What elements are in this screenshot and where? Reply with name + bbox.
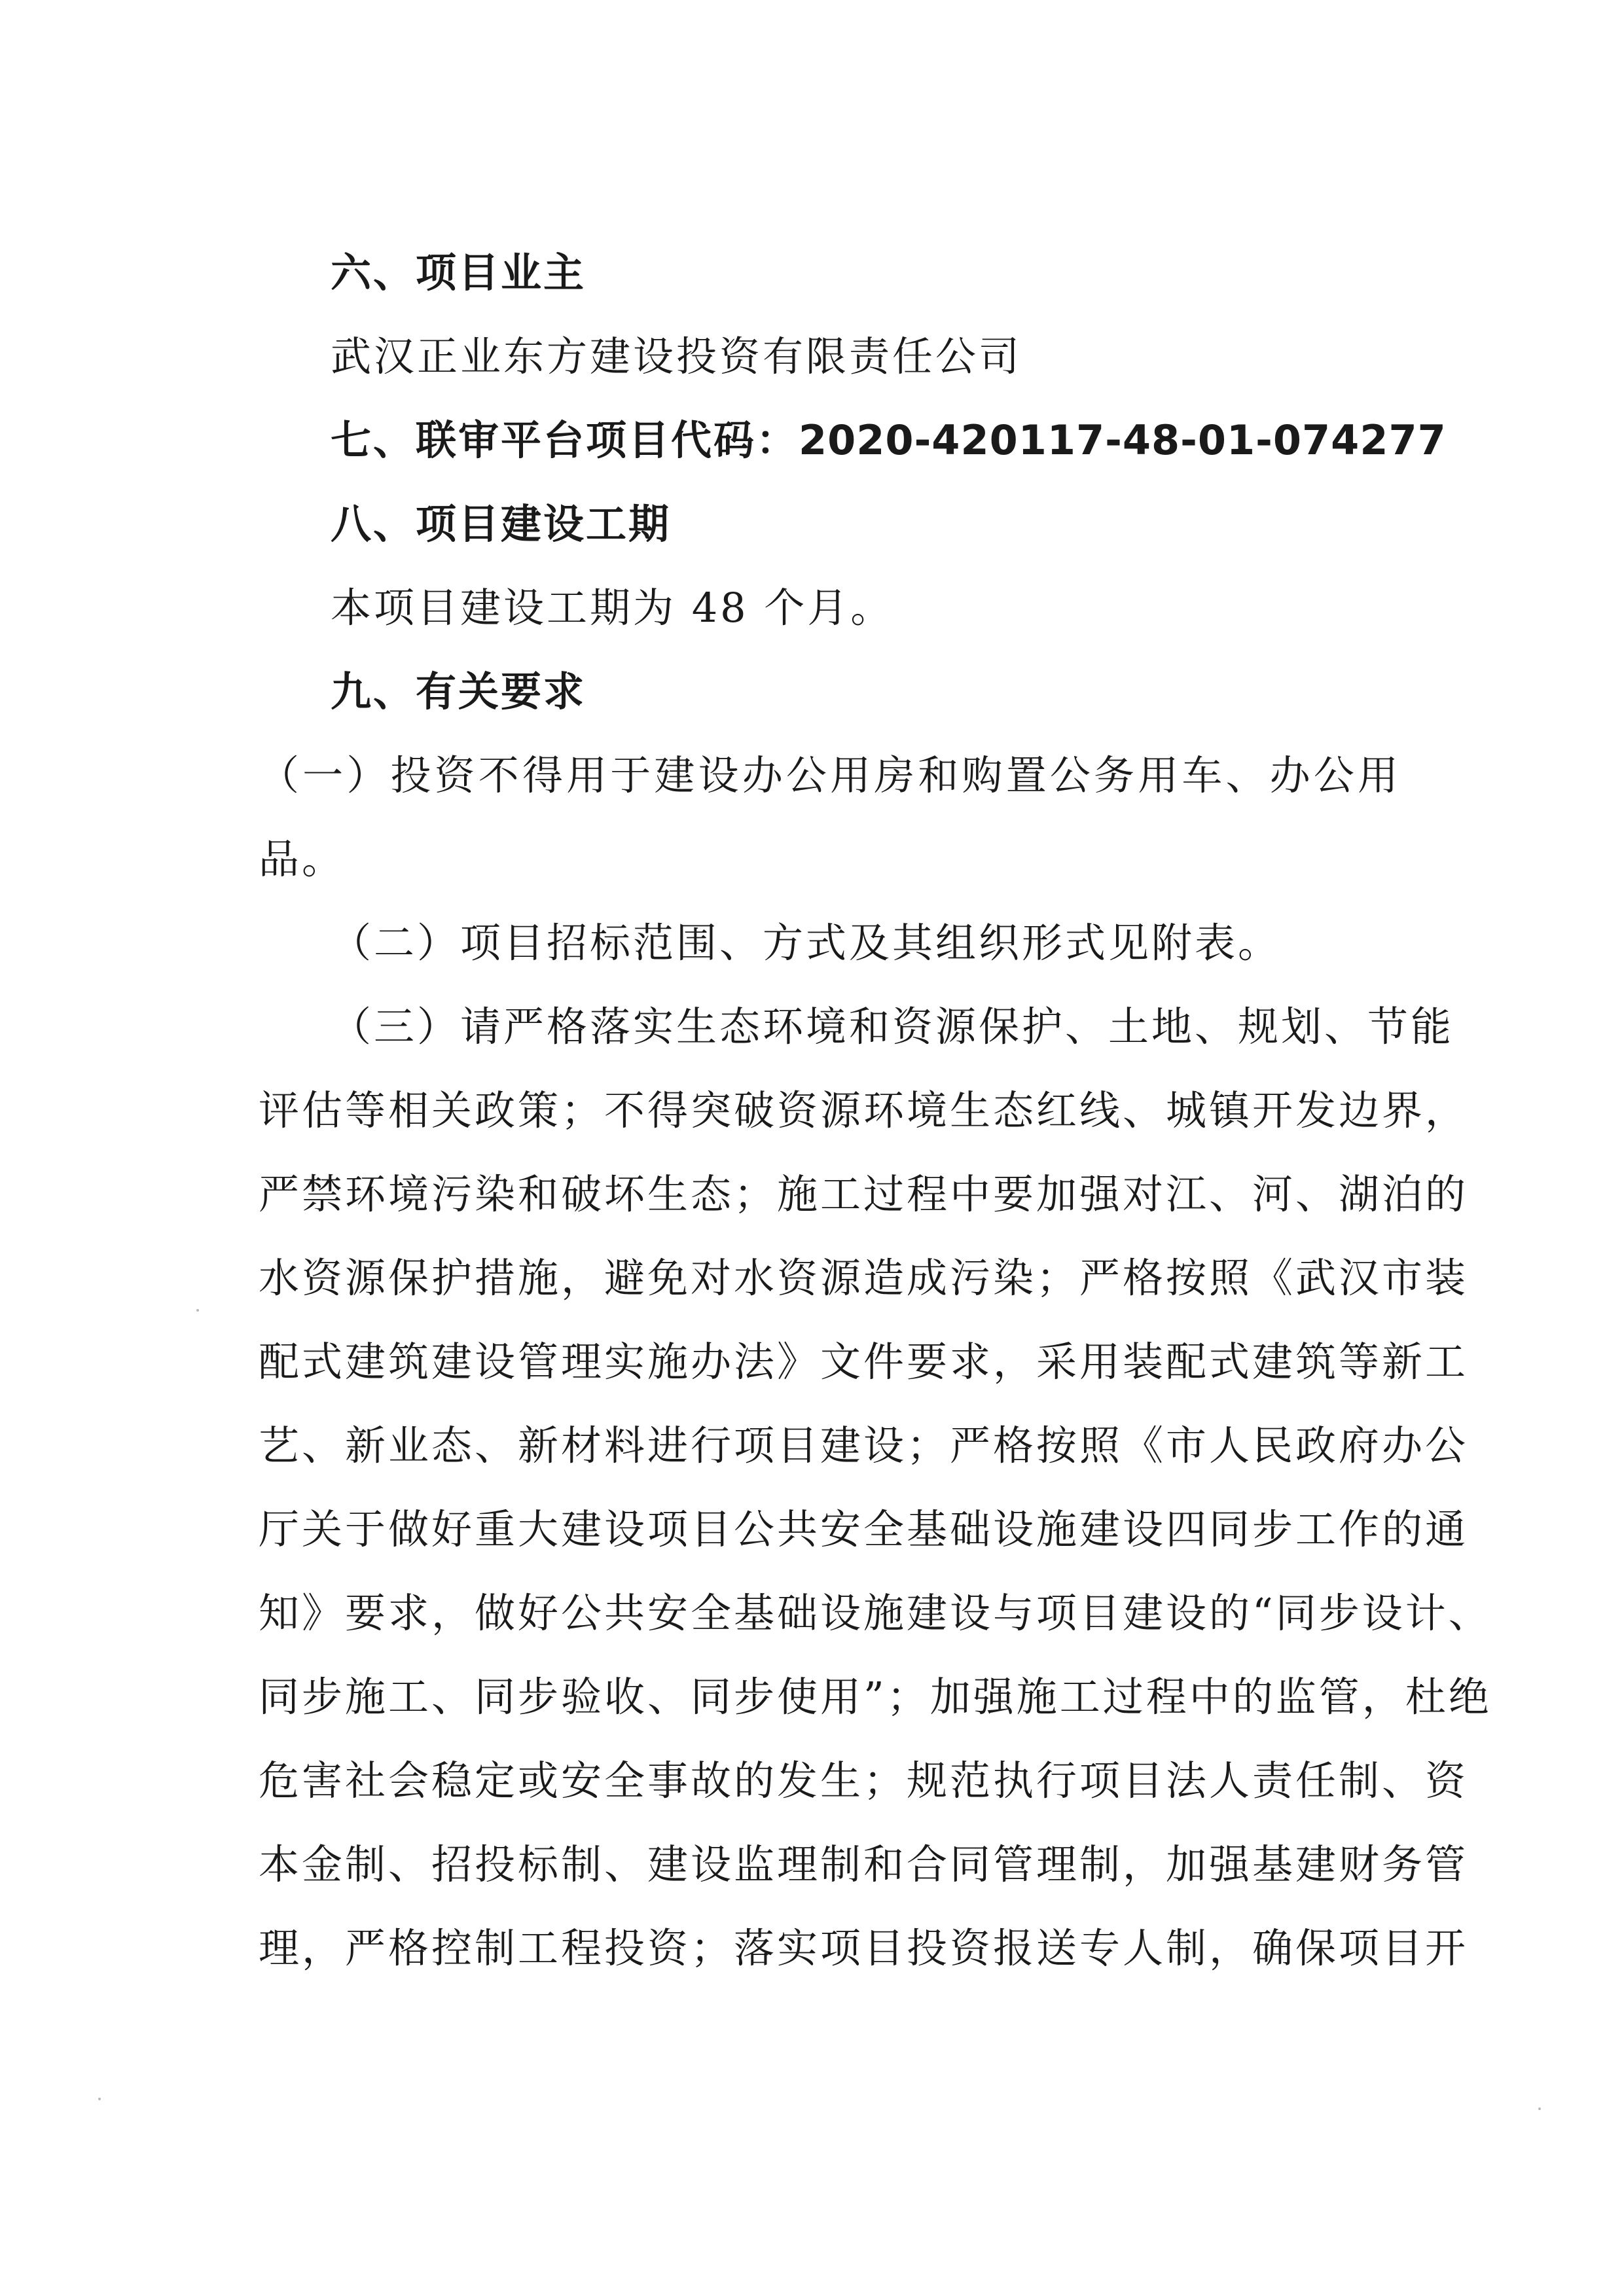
requirement-3-line: 严禁环境污染和破坏生态；施工过程中要加强对江、河、湖泊的	[259, 1170, 1469, 1218]
requirement-1-line: 品。	[259, 835, 346, 883]
requirement-3-line: 艺、新业态、新材料进行项目建设；严格按照《市人民政府办公	[259, 1422, 1469, 1469]
requirement-3-line: 水资源保护措施，避免对水资源造成污染；严格按照《武汉市装	[259, 1254, 1469, 1302]
requirement-3-line: 本金制、招投标制、建设监理制和合同管理制，加强基建财务管	[259, 1840, 1469, 1888]
requirement-3-line: 危害社会稳定或安全事故的发生；规范执行项目法人责任制、资	[259, 1757, 1469, 1804]
project-owner-name: 武汉正业东方建设投资有限责任公司	[331, 332, 1022, 380]
requirement-2-line: （二）项目招标范围、方式及其组织形式见附表。	[331, 919, 1282, 967]
section-six-heading: 六、项目业主	[331, 249, 586, 296]
section-eight-heading: 八、项目建设工期	[331, 500, 672, 548]
requirement-3-line: 厅关于做好重大建设项目公共安全基础设施建设四同步工作的通	[259, 1505, 1469, 1553]
requirement-3-line: 配式建筑建设管理实施办法》文件要求，采用装配式建筑等新工	[259, 1338, 1469, 1386]
project-code: 2020-420117-48-01-074277	[799, 416, 1447, 464]
construction-period-text: 本项目建设工期为 48 个月。	[331, 584, 894, 632]
requirement-3-line: 评估等相关政策；不得突破资源环境生态红线、城镇开发边界，	[259, 1086, 1469, 1134]
section-seven-label: 七、联审平台项目代码：	[331, 416, 799, 464]
section-nine-heading: 九、有关要求	[331, 668, 586, 715]
scan-speck	[196, 1309, 199, 1312]
section-seven-heading	[331, 404, 1447, 476]
requirement-3-line: 同步施工、同步验收、同步使用”；加强施工过程中的监管，杜绝	[259, 1673, 1492, 1721]
scan-speck	[98, 2098, 101, 2100]
requirement-3-line: （三）请严格落实生态环境和资源保护、土地、规划、节能	[331, 1003, 1454, 1050]
scan-speck	[1538, 2107, 1541, 2110]
requirement-1-line: （一）投资不得用于建设办公用房和购置公务用车、办公用	[259, 751, 1401, 799]
requirement-3-line: 理，严格控制工程投资；落实项目投资报送专人制，确保项目开	[259, 1924, 1469, 1972]
requirement-3-line: 知》要求，做好公共安全基础设施建设与项目建设的“同步设计、	[259, 1589, 1492, 1637]
